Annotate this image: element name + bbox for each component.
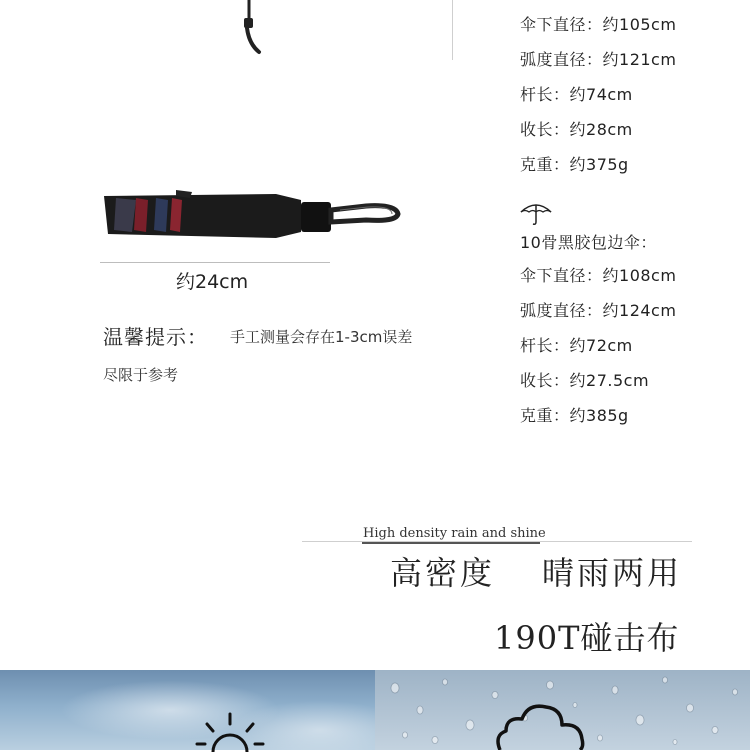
spec-row	[520, 403, 629, 426]
spec-row	[520, 263, 676, 286]
spec-row	[520, 12, 676, 35]
spec-value: 约27.5cm	[569, 371, 650, 390]
spec-key: 杆长：	[520, 85, 570, 104]
spec-value: 约108cm	[602, 266, 677, 285]
spec-key: 伞下直径：	[520, 15, 603, 34]
tip-title: 温馨提示：	[103, 325, 208, 349]
spec-row	[520, 333, 633, 356]
spec-value: 约124cm	[602, 301, 677, 320]
sun-icon	[195, 712, 265, 752]
measure-line	[100, 262, 330, 263]
spec-row	[520, 117, 633, 140]
spec-value: 约74cm	[569, 85, 633, 104]
spec-value: 约105cm	[602, 15, 677, 34]
spec-value: 约375g	[569, 155, 629, 174]
spec-row	[520, 152, 629, 175]
divider-line	[452, 0, 453, 60]
spec-group-title: 10骨黑胶包边伞：	[520, 233, 657, 252]
spec-value: 约385g	[569, 406, 629, 425]
spec-key: 弧度直径：	[520, 50, 603, 69]
folded-length-label: 约24cm	[176, 271, 249, 293]
spec-key: 弧度直径：	[520, 301, 603, 320]
cloud-icon	[492, 695, 592, 750]
spec-key: 收长：	[520, 371, 570, 390]
tip-text: 手工测量会存在1-3cm误差	[230, 328, 413, 346]
spec-row	[520, 368, 649, 391]
spec-key: 克重：	[520, 406, 570, 425]
spec-row	[520, 82, 633, 105]
umbrella-icon	[519, 200, 553, 226]
heading-english: High density rain and shine	[363, 526, 546, 541]
spec-key: 杆长：	[520, 336, 570, 355]
heading-high-density: 高密度	[390, 554, 496, 592]
spec-key: 克重：	[520, 155, 570, 174]
spec-key: 伞下直径：	[520, 266, 603, 285]
spec-row	[520, 47, 676, 70]
heading-fabric: 190T碰击布	[494, 619, 680, 657]
spec-row	[520, 298, 676, 321]
spec-value: 约28cm	[569, 120, 633, 139]
sunny-sky-image	[0, 670, 375, 750]
spec-key: 收长：	[520, 120, 570, 139]
umbrella-strap-image	[237, 0, 267, 60]
folded-umbrella-image	[96, 188, 406, 248]
spec-value: 约72cm	[569, 336, 633, 355]
heading-underline	[362, 542, 540, 544]
heading-rain-shine: 晴雨两用	[542, 554, 683, 592]
spec-value: 约121cm	[602, 50, 677, 69]
tip-text-note: 尽限于参考	[103, 366, 179, 384]
